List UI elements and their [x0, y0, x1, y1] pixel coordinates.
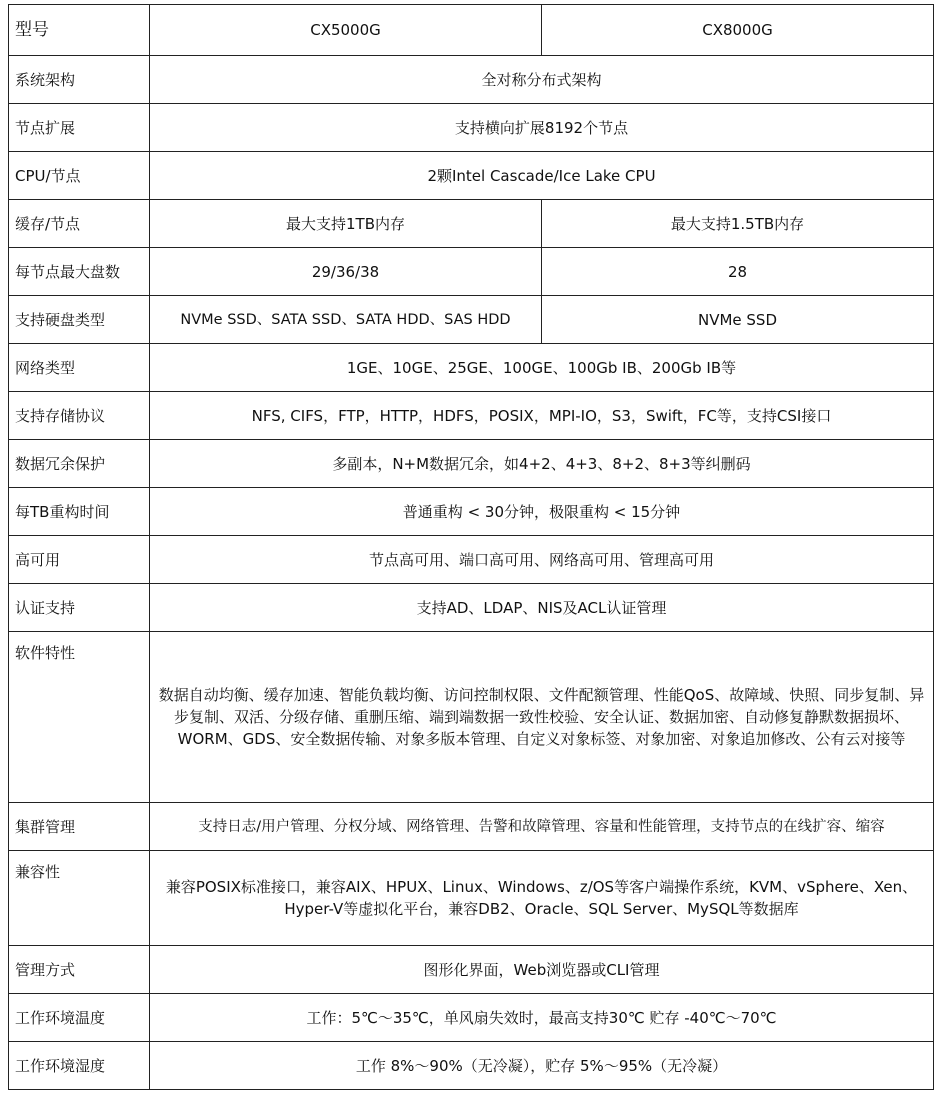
row-label: CPU/节点	[9, 152, 150, 200]
row-label: 管理方式	[9, 946, 150, 994]
row-value: 图形化界面，Web浏览器或CLI管理	[150, 946, 934, 994]
row-label: 工作环境湿度	[9, 1042, 150, 1090]
header-label: 型号	[9, 5, 150, 56]
row-label: 兼容性	[9, 851, 150, 946]
row-label: 缓存/节点	[9, 200, 150, 248]
table-header-row	[9, 5, 934, 56]
row-label: 支持存储协议	[9, 392, 150, 440]
row-value-a: 最大支持1TB内存	[150, 200, 542, 248]
row-label: 网络类型	[9, 344, 150, 392]
row-value-a: 29/36/38	[150, 248, 542, 296]
row-value: 数据自动均衡、缓存加速、智能负载均衡、访问控制权限、文件配额管理、性能QoS、故障域、快照、同步复制、异步复制、双活、分级存储、重删压缩、端到端数据一致性校验、安全认证、数据加密、自动修复静默数据损坏、WORM、GDS、安全数据传输、对象多版本管理、自定义对象标签、对象加密、对象追加修改、公有云对接等	[150, 632, 934, 803]
row-value: 全对称分布式架构	[150, 56, 934, 104]
row-value: 普通重构 < 30分钟，极限重构 < 15分钟	[150, 488, 934, 536]
model-b: CX8000G	[542, 5, 934, 56]
table-row	[9, 392, 934, 440]
row-label: 高可用	[9, 536, 150, 584]
row-value: 支持日志/用户管理、分权分域、网络管理、告警和故障管理、容量和性能管理，支持节点的在线扩容、缩容	[150, 803, 934, 851]
table-row	[9, 296, 934, 344]
table-row	[9, 584, 934, 632]
row-value: 2颗Intel Cascade/Ice Lake CPU	[150, 152, 934, 200]
spec-table	[8, 4, 934, 1090]
table-row	[9, 803, 934, 851]
row-value: NFS, CIFS，FTP，HTTP，HDFS，POSIX，MPI-IO，S3，Swift，FC等，支持CSI接口	[150, 392, 934, 440]
row-value: 工作 8%～90%（无冷凝），贮存 5%～95%（无冷凝）	[150, 1042, 934, 1090]
table-row	[9, 440, 934, 488]
row-value-a: NVMe SSD、SATA SSD、SATA HDD、SAS HDD	[150, 296, 542, 344]
row-value: 节点高可用、端口高可用、网络高可用、管理高可用	[150, 536, 934, 584]
table-row	[9, 632, 934, 803]
table-row	[9, 536, 934, 584]
model-a: CX5000G	[150, 5, 542, 56]
row-value: 多副本，N+M数据冗余，如4+2、4+3、8+2、8+3等纠删码	[150, 440, 934, 488]
row-value: 兼容POSIX标准接口，兼容AIX、HPUX、Linux、Windows、z/OS等客户端操作系统，KVM、vSphere、Xen、Hyper-V等虚拟化平台，兼容DB2、Oracle、SQL Server、MySQL等数据库	[150, 851, 934, 946]
table-row	[9, 104, 934, 152]
row-value: 支持AD、LDAP、NIS及ACL认证管理	[150, 584, 934, 632]
row-value: 1GE、10GE、25GE、100GE、100Gb IB、200Gb IB等	[150, 344, 934, 392]
row-label: 软件特性	[9, 632, 150, 803]
row-value: 支持横向扩展8192个节点	[150, 104, 934, 152]
table-row	[9, 248, 934, 296]
table-row	[9, 152, 934, 200]
table-row	[9, 1042, 934, 1090]
row-label: 系统架构	[9, 56, 150, 104]
row-label: 每TB重构时间	[9, 488, 150, 536]
row-label: 数据冗余保护	[9, 440, 150, 488]
row-value-b: NVMe SSD	[542, 296, 934, 344]
row-label: 工作环境温度	[9, 994, 150, 1042]
table-row	[9, 851, 934, 946]
row-label: 每节点最大盘数	[9, 248, 150, 296]
table-row	[9, 488, 934, 536]
table-row	[9, 200, 934, 248]
table-row	[9, 344, 934, 392]
row-label: 集群管理	[9, 803, 150, 851]
row-value-b: 最大支持1.5TB内存	[542, 200, 934, 248]
table-row	[9, 946, 934, 994]
table-row	[9, 994, 934, 1042]
table-row	[9, 56, 934, 104]
row-label: 认证支持	[9, 584, 150, 632]
row-value: 工作：5℃～35℃，单风扇失效时，最高支持30℃ 贮存 -40℃～70℃	[150, 994, 934, 1042]
row-value-b: 28	[542, 248, 934, 296]
row-label: 支持硬盘类型	[9, 296, 150, 344]
row-label: 节点扩展	[9, 104, 150, 152]
